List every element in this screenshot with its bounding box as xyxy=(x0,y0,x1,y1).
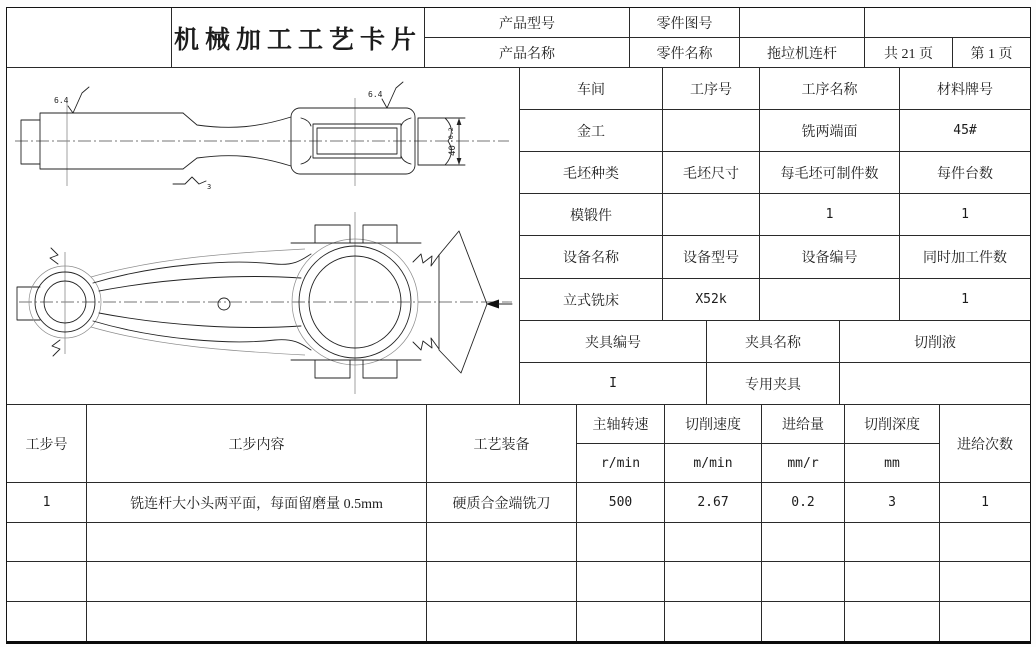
empty-row-cell xyxy=(665,602,762,641)
units-per-part-value: 1 xyxy=(900,194,1030,236)
roughness-symbol-left xyxy=(68,87,89,113)
parts-per-blank-label: 每毛坯可制件数 xyxy=(760,152,900,194)
empty-row-cell xyxy=(845,523,940,562)
units-per-part-label: 每件台数 xyxy=(900,152,1030,194)
empty-row-cell xyxy=(845,562,940,602)
direction-arrowhead xyxy=(486,300,499,309)
process-name-label: 工序名称 xyxy=(760,68,900,110)
blank-type-value: 模锻件 xyxy=(520,194,663,236)
empty-row-cell xyxy=(577,523,665,562)
blank-size-label: 毛坯尺寸 xyxy=(663,152,760,194)
side-view-shank-bottom xyxy=(183,156,291,169)
fixture-name-value: 专用夹具 xyxy=(707,363,840,405)
dimension-text-group xyxy=(447,127,458,156)
cutting-fluid-value xyxy=(840,363,1030,405)
card-title: 机械加工工艺卡片 xyxy=(172,8,425,68)
part-name-label: 零件名称 xyxy=(630,38,740,68)
empty-row-cell xyxy=(845,602,940,641)
equipment-no-label: 设备编号 xyxy=(760,236,900,279)
roughness-value-right: 6.4 xyxy=(368,90,383,99)
parting-line-symbol xyxy=(173,177,206,184)
empty-row-cell xyxy=(427,562,577,602)
material-grade-value: 45# xyxy=(900,110,1030,152)
equipment-name-label: 设备名称 xyxy=(520,236,663,279)
spindle-speed-header: 主轴转速 xyxy=(577,405,665,444)
equipment-no-value xyxy=(760,279,900,321)
empty-row-cell xyxy=(577,562,665,602)
shank-oil-hole xyxy=(218,298,230,310)
page-current: 第 1 页 xyxy=(953,38,1030,68)
dimension-value: 40 xyxy=(448,145,458,156)
feed-unit: mm/r xyxy=(762,444,845,483)
cutting-speed-unit: m/min xyxy=(665,444,762,483)
empty-row-cell xyxy=(665,562,762,602)
clamp-zigzag-small-top xyxy=(50,248,58,264)
empty-row-cell xyxy=(427,602,577,641)
cutting-speed-value: 2.67 xyxy=(665,483,762,523)
roughness-value-left: 6.4 xyxy=(54,96,69,105)
empty-row-cell xyxy=(7,562,87,602)
empty-row-cell xyxy=(7,602,87,641)
depth-value: 3 xyxy=(845,483,940,523)
connecting-rod-drawing xyxy=(7,68,519,404)
bolt-boss-bottom-right xyxy=(363,360,397,378)
parts-per-blank-value: 1 xyxy=(760,194,900,236)
empty-row-cell xyxy=(762,523,845,562)
cutting-speed-header: 切削速度 xyxy=(665,405,762,444)
empty-row-cell xyxy=(87,602,427,641)
equipment-name-value: 立式铣床 xyxy=(520,279,663,321)
workshop-value: 金工 xyxy=(520,110,663,152)
blank-size-value xyxy=(663,194,760,236)
bolt-boss-top-left xyxy=(315,225,350,243)
clamp-zigzag-big-top xyxy=(413,254,439,266)
step-content-value: 铣连杆大小头两平面，每面留磨量 0.5mm xyxy=(87,483,427,523)
equipment-model-label: 设备型号 xyxy=(663,236,760,279)
empty-row-cell xyxy=(665,523,762,562)
workshop-label: 车间 xyxy=(520,68,663,110)
dimension-arrow-bottom xyxy=(457,158,462,165)
pages-total: 共 21 页 xyxy=(865,38,953,68)
roughness-symbol-right xyxy=(382,82,403,108)
step-content-header: 工步内容 xyxy=(87,405,427,483)
step-no-value: 1 xyxy=(7,483,87,523)
process-card-sheet xyxy=(6,7,1031,644)
shank-forging-bottom xyxy=(91,327,305,355)
shank-forging-top xyxy=(91,249,305,277)
bolt-boss-bottom-left xyxy=(315,360,350,378)
depth-header: 切削深度 xyxy=(845,405,940,444)
part-drawing-no-label: 零件图号 xyxy=(630,8,740,38)
side-view-shank-top xyxy=(183,113,291,127)
clamp-zigzag-big-bottom xyxy=(413,338,439,350)
empty-row-cell xyxy=(87,562,427,602)
empty-row-cell xyxy=(577,602,665,641)
fixture-name-label: 夹具名称 xyxy=(707,321,840,363)
header-blank-cell xyxy=(865,8,1030,38)
process-no-value xyxy=(663,110,760,152)
empty-row-cell xyxy=(940,562,1030,602)
equipment-header: 工艺装备 xyxy=(427,405,577,483)
spindle-speed-unit: r/min xyxy=(577,444,665,483)
empty-row-cell xyxy=(427,523,577,562)
feed-header: 进给量 xyxy=(762,405,845,444)
process-name-value: 铣两端面 xyxy=(760,110,900,152)
part-drawing-no-value xyxy=(740,8,865,38)
parting-line-value: 3 xyxy=(207,183,212,191)
product-name-label: 产品名称 xyxy=(425,38,630,68)
material-grade-label: 材料牌号 xyxy=(900,68,1030,110)
shank-web-top xyxy=(99,277,301,291)
simultaneous-parts-label: 同时加工件数 xyxy=(900,236,1030,279)
shank-web-bottom xyxy=(99,313,301,327)
process-no-label: 工序号 xyxy=(663,68,760,110)
blank-type-label: 毛坯种类 xyxy=(520,152,663,194)
empty-row-cell xyxy=(940,523,1030,562)
side-view-left-tab xyxy=(21,120,40,164)
depth-unit: mm xyxy=(845,444,940,483)
empty-row-cell xyxy=(762,562,845,602)
simultaneous-parts-value: 1 xyxy=(900,279,1030,321)
corner-blank-cell xyxy=(7,8,172,68)
empty-row-cell xyxy=(940,602,1030,641)
step-no-header: 工步号 xyxy=(7,405,87,483)
part-drawing-cell xyxy=(7,68,520,405)
cutting-fluid-label: 切削液 xyxy=(840,321,1030,363)
part-name-value: 拖垃机连杆 xyxy=(740,38,865,68)
passes-value: 1 xyxy=(940,483,1030,523)
fixture-no-value: I xyxy=(520,363,707,405)
fixture-no-label: 夹具编号 xyxy=(520,321,707,363)
spindle-speed-value: 500 xyxy=(577,483,665,523)
empty-row-cell xyxy=(87,523,427,562)
equipment-model-value: X52k xyxy=(663,279,760,321)
dimension-arrow-top xyxy=(457,118,462,125)
feed-value: 0.2 xyxy=(762,483,845,523)
equipment-value: 硬质合金端铣刀 xyxy=(427,483,577,523)
dimension-tolerance: -0.2 xyxy=(447,127,455,143)
empty-row-cell xyxy=(7,523,87,562)
product-model-label: 产品型号 xyxy=(425,8,630,38)
empty-row-cell xyxy=(762,602,845,641)
clamp-zigzag-small-bottom xyxy=(52,340,60,356)
passes-header: 进给次数 xyxy=(940,405,1030,483)
